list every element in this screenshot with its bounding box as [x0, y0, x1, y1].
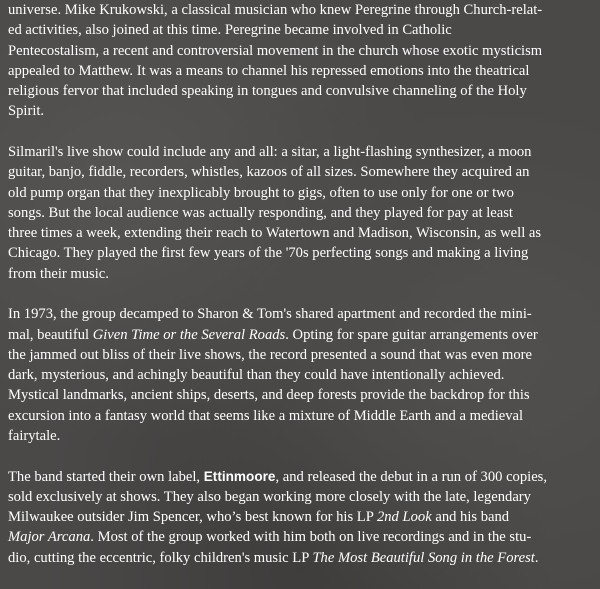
paragraph-1 — [8, 0, 600, 122]
text-line: religious fervor that included speaking in tongues and convulsive channeling of the Holy — [8, 83, 527, 100]
album-title: 2nd Look — [376, 509, 432, 526]
text-line: sold exclusively at shows. They also began working more closely with the late, legendary — [8, 488, 531, 505]
text-line: ed activities, also joined at this time. Peregrine became involved in Catholic — [8, 22, 452, 39]
text-line: In 1973, the group decamped to Sharon & Tom's shared apartment and recorded the mini- — [8, 306, 532, 323]
text-line: from their music. — [8, 265, 109, 282]
body-text — [8, 0, 600, 588]
text-line: The band started their own label, Ettinmoore, and released the debut in a run of 300 copies, — [8, 468, 548, 485]
text-line: Silmaril's live show could include any and all: a sitar, a light-flashing synthesizer, a moon — [8, 143, 532, 160]
album-title: Given Time or the Several Roads — [92, 326, 286, 343]
text-line: guitar, banjo, fiddle, recorders, whistles, kazoos of all sizes. Somewhere they acquired an — [8, 164, 530, 181]
text-line: Pentecostalism, a recent and controversial movement in the church whose exotic mysticism — [8, 42, 543, 59]
album-title: The Most Beautiful Song in the Forest — [312, 549, 535, 566]
text-line: songs. But the local audience was actually responding, and they played for pay at least — [8, 204, 513, 221]
text-line: Major Arcana. Most of the group worked with him both on live recordings and in the stu- — [8, 529, 532, 546]
text-line: the jammed out bliss of their live shows, the record presented a sound that was even more — [8, 346, 533, 363]
text-line: three times a week, extending their reach to Watertown and Madison, Wisconsin, as well as — [8, 225, 542, 242]
text-line: Mystical landmarks, ancient ships, deserts, and deep forests provide the backdrop for this — [8, 387, 530, 404]
text-line: Milwaukee outsider Jim Spencer, who’s best known for his LP 2nd Look and his band — [8, 509, 510, 526]
text-line: dark, mysterious, and achingly beautiful than they could have intentionally achieved. — [8, 367, 505, 384]
text-line: excursion into a fantasy world that seems like a mixture of Middle Earth and a medieval — [8, 407, 524, 424]
text-line: mal, beautiful Given Time or the Several Roads. Opting for spare guitar arrangements over — [8, 326, 538, 343]
text-line: Spirit. — [8, 103, 45, 120]
text-line: universe. Mike Krukowski, a classical musician who knew Peregrine through Church-relat- — [8, 2, 543, 18]
band-name: Major Arcana — [8, 529, 91, 546]
text-line: fairytale. — [8, 428, 61, 445]
text-line: Chicago. They played the first few years of the '70s perfecting songs and making a living — [8, 245, 529, 262]
paragraph-4 — [8, 467, 600, 568]
text-line: appealed to Matthew. It was a means to channel his repressed emotions into the theatrical — [8, 62, 530, 79]
label-name: Ettinmoore — [203, 468, 276, 484]
text-line: dio, cutting the eccentric, folky children's music LP The Most Beautiful Song in the Forest. — [8, 549, 539, 566]
text-line: old pump organ that they inexplicably brought to gigs, often to use only for one or two — [8, 184, 514, 201]
paragraph-3 — [8, 304, 600, 446]
paragraph-2 — [8, 142, 600, 284]
